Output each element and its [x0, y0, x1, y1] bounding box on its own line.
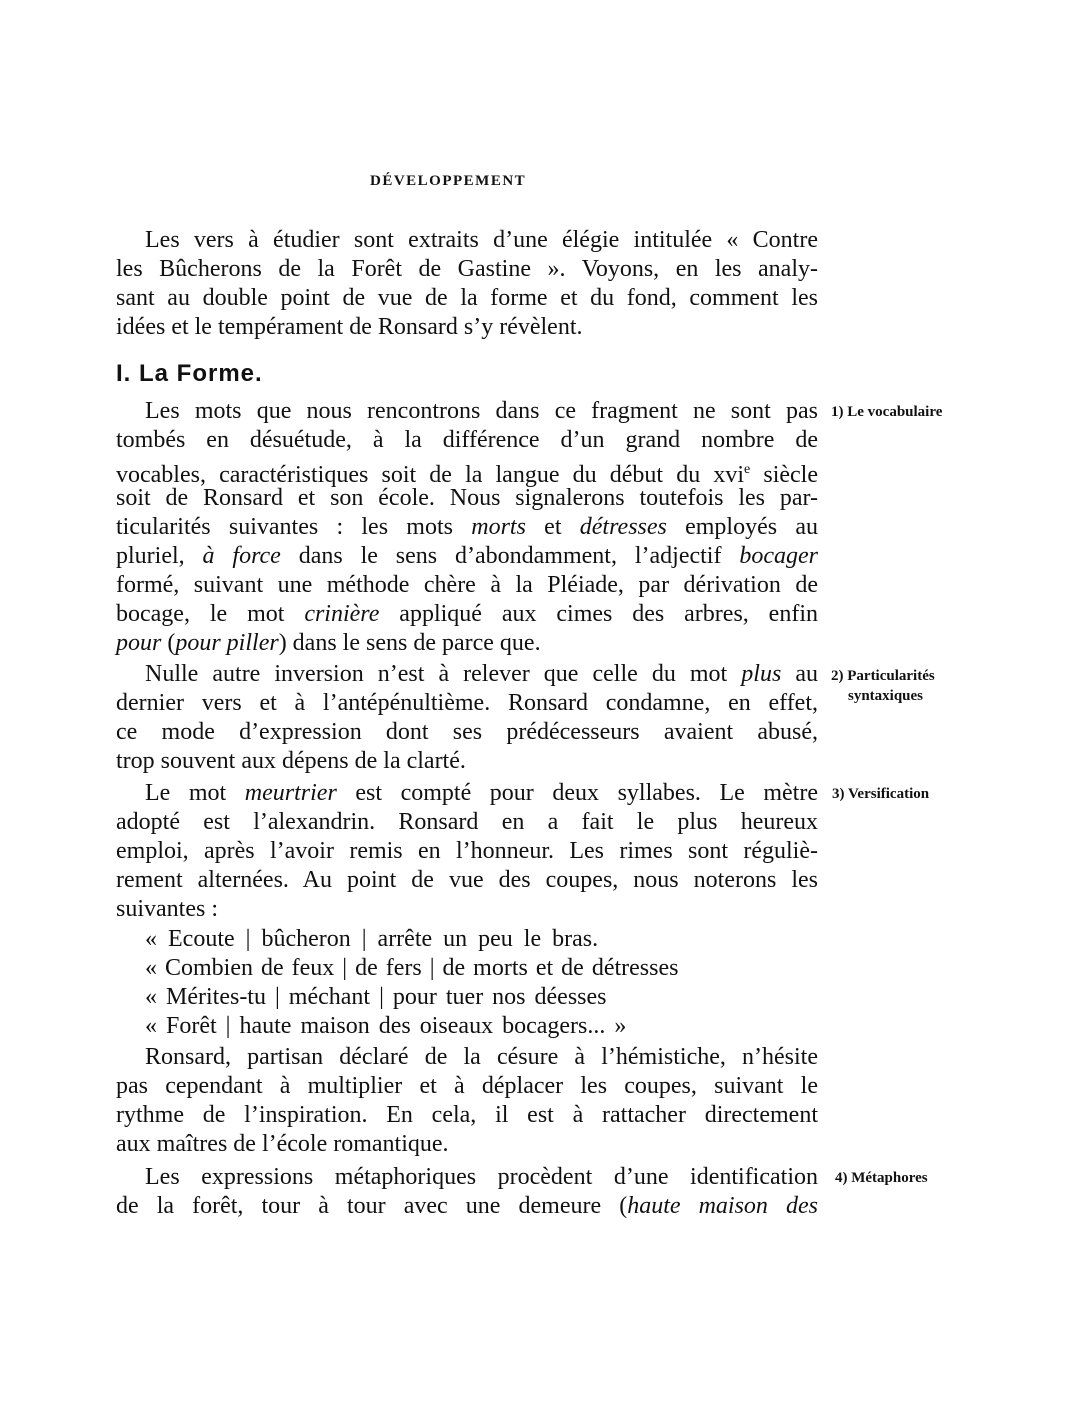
intro-line-4: idées et le tempérament de Ronsard s’y révèlent.	[116, 314, 583, 340]
italic-term: meurtrier	[244, 780, 337, 806]
verse-3: « Mérites-tu | méchant | pour tuer nos déesses	[145, 984, 607, 1010]
p5-line-1: Les expressions métaphoriques procèdent d’une identification	[145, 1164, 818, 1190]
text: au	[781, 661, 818, 687]
italic-term: à force	[202, 543, 281, 569]
page-heading: DÉVELOPPEMENT	[370, 173, 527, 189]
p1-line-4: soit de Ronsard et son école. Nous signalerons toutefois les par-	[116, 485, 818, 511]
p1-line-9	[116, 629, 818, 658]
intro-line-1: Les vers à étudier sont extraits d’une élégie intitulée « Contre	[145, 227, 818, 253]
italic-term: bocager	[739, 543, 818, 569]
verse-4: « Forêt | haute maison des oiseaux bocagers... »	[145, 1013, 627, 1039]
p4-line-1: Ronsard, partisan déclaré de la césure à l’hémistiche, n’hésite	[145, 1044, 818, 1070]
p2-line-2: dernier vers et à l’antépénultième. Ronsard condamne, en effet,	[116, 690, 818, 716]
p3-line-1	[145, 779, 818, 808]
p1-line-3-end: siècle	[750, 462, 818, 488]
p3-line-5: suivantes :	[116, 896, 218, 922]
text: (	[161, 630, 176, 656]
italic-term: pour piller	[175, 630, 279, 656]
p4-line-4: aux maîtres de l’école romantique.	[116, 1131, 449, 1157]
text: de la forêt, tour à tour avec une demeure (	[116, 1193, 628, 1219]
italic-term: pour	[116, 630, 162, 656]
intro-line-2: les Bûcherons de la Forêt de Gastine ». Voyons, en les analy-	[116, 256, 818, 282]
text: Le mot	[145, 780, 245, 806]
p2-line-3: ce mode d’expression dont ses prédécesseurs avaient abusé,	[116, 719, 818, 745]
text: et	[525, 514, 580, 540]
margin-note-metaphores: 4) Métaphores	[835, 1170, 928, 1186]
text: ticularités suivantes : les mots	[116, 514, 472, 540]
italic-term: crinière	[304, 601, 380, 627]
section-title: I. La Forme.	[116, 360, 263, 387]
margin-note-particularites: 2) Particularités	[831, 668, 935, 684]
verse-2: « Combien de feux | de fers | de morts et de détresses	[145, 955, 679, 981]
p2-line-1	[145, 660, 818, 689]
italic-term: détresses	[579, 514, 667, 540]
p1-line-6	[116, 542, 818, 571]
p4-line-2: pas cependant à multiplier et à déplacer les coupes, suivant le	[116, 1073, 818, 1099]
p2-line-4: trop souvent aux dépens de la clarté.	[116, 748, 466, 774]
text: dans le sens d’abondamment, l’adjectif	[280, 543, 740, 569]
p3-line-3: emploi, après l’avoir remis en l’honneur. Les rimes sont réguliè-	[116, 838, 818, 864]
italic-term: morts	[471, 514, 526, 540]
margin-note-syntaxiques: syntaxiques	[848, 688, 924, 704]
p1-line-3-text: vocables, caractéristiques soit de la langue du début du xvi	[116, 462, 745, 488]
p3-line-4: rement alternées. Au point de vue des coupes, nous noterons les	[116, 867, 818, 893]
p1-line-8	[116, 600, 818, 629]
intro-line-3: sant au double point de vue de la forme et du fond, comment les	[116, 285, 818, 311]
text: ) dans le sens de parce que.	[278, 630, 541, 656]
text: bocage, le mot	[116, 601, 305, 627]
text: employés au	[666, 514, 819, 540]
text: pluriel,	[116, 543, 203, 569]
verse-1: « Ecoute | bûcheron | arrête un peu le bras.	[145, 926, 599, 952]
p1-line-2: tombés en désuétude, à la différence d’un grand nombre de	[116, 427, 818, 453]
p3-line-2: adopté est l’alexandrin. Ronsard en a fait le plus heureux	[116, 809, 818, 835]
margin-note-versification: 3) Versification	[832, 786, 930, 802]
p1-line-1: Les mots que nous rencontrons dans ce fragment ne sont pas	[145, 398, 818, 424]
margin-note-vocabulaire: 1) Le vocabulaire	[831, 404, 943, 420]
p4-line-3: rythme de l’inspiration. En cela, il est à rattacher directement	[116, 1102, 818, 1128]
p1-line-7: formé, suivant une méthode chère à la Pléiade, par dérivation de	[116, 572, 818, 598]
italic-term: haute maison des	[627, 1193, 818, 1219]
p1-line-5	[116, 513, 818, 542]
p5-line-2	[116, 1192, 818, 1221]
text: est compté pour deux syllabes. Le mètre	[336, 780, 818, 806]
italic-term: plus	[741, 661, 782, 687]
text: Nulle autre inversion n’est à relever que celle du mot	[145, 661, 742, 687]
text: appliqué aux cimes des arbres, enfin	[379, 601, 818, 627]
superscript: e	[744, 462, 751, 477]
